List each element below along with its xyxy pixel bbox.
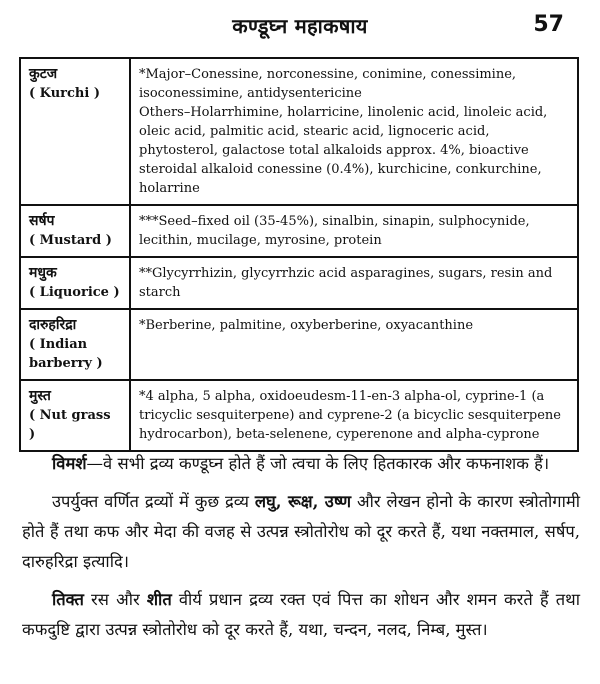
commentary-paragraph [22, 487, 580, 577]
herb-hindi-name: दारुहरिद्रा [29, 317, 77, 333]
constituents-text: Others–Holarrhimine, holarricine, linolenic acid, linoleic acid, oleic acid, palmitic acid, stearic acid, lignoceric acid, phytosterol, galactose total alkaloids approx. 4%, bioactive steroidal alkaloid conessine (0.4%), kurchicine, conkurchine, holarrine [139, 105, 548, 196]
herb-hindi-name: सर्षप [29, 213, 55, 229]
paragraph-text: वीर्य प्रधान द्रव्य रक्त एवं पित्त का शोधन और शमन करते हैं तथा कफदुष्टि द्वारा उत्पन्न स्त्रोतोरोध को दूर करते हैं, यथा, चन्दन, नलद, निम्ब, मुस्त। [22, 590, 580, 639]
herb-name-cell [20, 257, 130, 309]
herb-name-cell [20, 58, 130, 205]
herb-english-name: ( Kurchi ) [29, 86, 100, 101]
constituents-text: *Berberine, palmitine, oxyberberine, oxyacanthine [139, 318, 474, 333]
paragraph-text: रस और [83, 590, 147, 609]
commentary-paragraph [22, 585, 580, 645]
constituents-text: **Glycyrrhizin, glycyrrhzic acid asparagines, sugars, resin and starch [139, 266, 553, 300]
herb-hindi-name: मधुक [29, 265, 57, 281]
herb-english-name: ( Mustard ) [29, 233, 112, 248]
page-number: 57 [533, 12, 564, 37]
table-row [20, 380, 578, 451]
emphasis-text: तिक्त [52, 590, 84, 609]
herb-hindi-name: कुटज [29, 66, 58, 82]
constituents-table [19, 57, 579, 452]
constituents-cell [130, 257, 578, 309]
constituents-text: *4 alpha, 5 alpha, oxidoeudesm-11-en-3 alpha-ol, cyprine-1 (a tricyclic sesquiterpene) and cyprene-2 (a bicyclic sesquiterpene hydrocarbon), beta-selenene, cyperenone and alpha-cyprone [139, 389, 561, 442]
herb-name-cell [20, 380, 130, 451]
commentary-paragraph [22, 449, 580, 479]
table-row [20, 309, 578, 380]
herb-english-name: ( Indian barberry ) [29, 337, 103, 371]
constituents-cell [130, 309, 578, 380]
constituents-text: ***Seed–fixed oil (35-45%), sinalbin, sinapin, sulphocynide, lecithin, mucilage, myrosine, protein [139, 214, 530, 248]
emphasis-text: लघु, रूक्ष, उष्ण [254, 492, 352, 511]
constituents-cell [130, 380, 578, 451]
constituents-cell [130, 58, 578, 205]
herb-name-cell [20, 309, 130, 380]
constituents-cell [130, 205, 578, 257]
table-row [20, 205, 578, 257]
chapter-title: कण्डूघ्न महाकषाय [232, 14, 368, 38]
herb-name-cell [20, 205, 130, 257]
commentary-section [22, 449, 580, 653]
table-row [20, 257, 578, 309]
vimarsha-heading: विमर्श [52, 454, 87, 473]
table-row [20, 58, 578, 205]
page-header [0, 10, 600, 40]
herb-english-name: ( Nut grass ) [29, 408, 111, 442]
constituents-text: *Major–Conessine, norconessine, conimine, conessimine, isoconessimine, antidysentericine [139, 67, 517, 101]
paragraph-text: —वे सभी द्रव्य कण्डूघ्न होते हैं जो त्वचा के लिए हितकारक और कफनाशक हैं। [86, 454, 550, 473]
paragraph-text: और लेखन होनो के कारण स्त्रोतोगामी होते हैं तथा कफ और मेदा की वजह से उत्पन्न स्त्रोतोरोध को दूर करते हैं, यथा नक्तमाल, सर्षप, दारुहरिद्रा इत्यादि। [22, 492, 580, 571]
herb-english-name: ( Liquorice ) [29, 285, 120, 300]
paragraph-text: उपर्युक्त वर्णित द्रव्यों में कुछ द्रव्य [52, 492, 255, 511]
herb-hindi-name: मुस्त [29, 388, 51, 404]
emphasis-text: शीत [146, 590, 172, 609]
